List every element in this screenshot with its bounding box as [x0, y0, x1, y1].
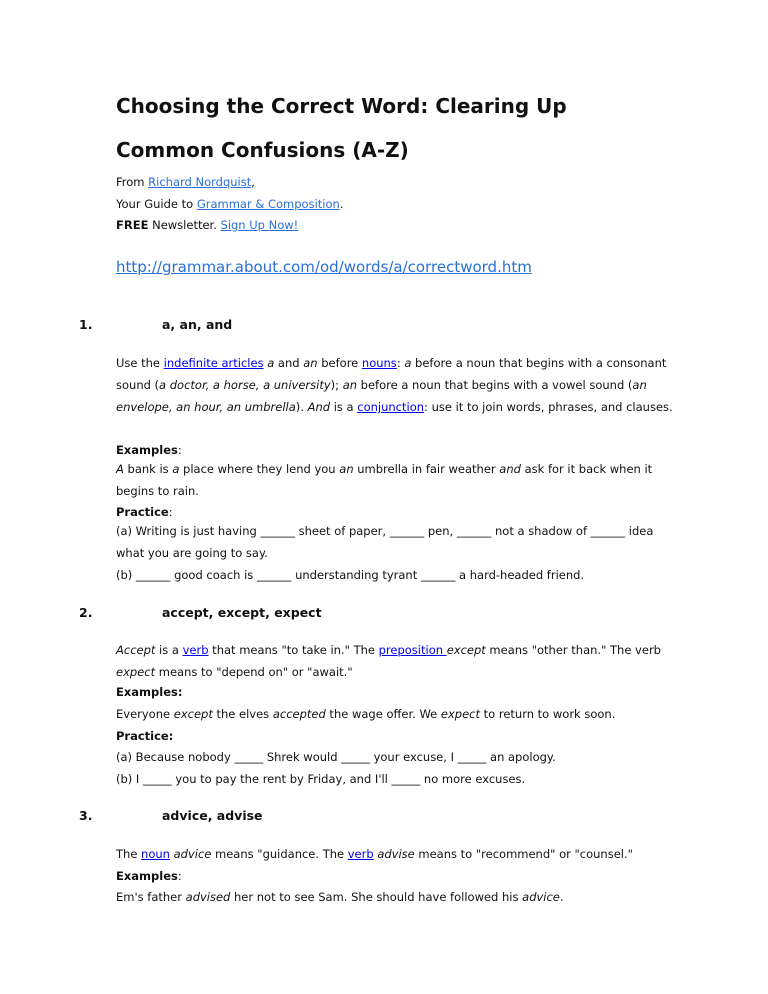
def-text: ).	[295, 400, 308, 414]
def-text: Use the	[116, 356, 164, 370]
ex-text: her not to see Sam. She should have followed his	[230, 890, 523, 904]
preposition-link[interactable]: preposition	[378, 643, 447, 657]
ex-text: the elves	[212, 707, 273, 721]
ex-italic: expect	[440, 707, 480, 721]
def-text: before a noun that begins with a vowel sound (	[357, 378, 633, 392]
entry-3-heading: advice, advise	[162, 808, 263, 823]
ex-italic: a	[172, 462, 180, 476]
entry-2-example	[116, 703, 676, 725]
entry-1-examples-label	[116, 442, 182, 458]
def-text: and	[274, 356, 304, 370]
def-italic: an	[342, 378, 358, 392]
page-title-line-1: Choosing the Correct Word: Clearing Up	[116, 94, 567, 118]
ex-text: ask for it back when it begins to rain.	[116, 462, 653, 498]
examples-colon: :	[177, 869, 182, 883]
def-text: that means "to take in." The	[208, 643, 379, 657]
def-italic: a	[404, 356, 412, 370]
def-italic: advise	[377, 847, 415, 861]
def-text: means "other than." The verb	[485, 643, 661, 657]
practice-colon: :	[168, 505, 173, 519]
from-suffix: ,	[251, 175, 255, 189]
entry-2-practice-label	[116, 728, 173, 744]
ex-text: Em's father	[116, 890, 186, 904]
entry-3-examples-label	[116, 868, 182, 884]
guide-link[interactable]: Grammar & Composition	[196, 197, 340, 211]
entry-2-examples-label	[116, 684, 182, 700]
entry-1-number: 1.	[79, 317, 93, 332]
entry-1-definition	[116, 352, 676, 418]
def-text: is a	[155, 643, 183, 657]
ex-italic: except	[173, 707, 213, 721]
ex-italic: advised	[185, 890, 231, 904]
def-italic: a	[267, 356, 275, 370]
def-text: means to "depend on" or "await."	[155, 665, 353, 679]
def-italic: except	[446, 643, 486, 657]
entry-2-practice-a: (a) Because nobody _____ Shrek would _____ your excuse, I _____ an apology.	[116, 750, 556, 764]
ex-italic: and	[499, 462, 521, 476]
entry-2-definition	[116, 639, 676, 683]
ex-text: place where they lend you	[179, 462, 340, 476]
examples-label: Examples:	[116, 685, 183, 699]
def-text: means to "recommend" or "counsel."	[414, 847, 633, 861]
def-text: means "guidance. The	[211, 847, 348, 861]
noun-link[interactable]: noun	[141, 847, 170, 861]
def-italic: an	[303, 356, 318, 370]
examples-colon: :	[177, 443, 182, 457]
entry-1-example	[116, 458, 676, 502]
entry-3-number: 3.	[79, 808, 93, 823]
source-url-link[interactable]: http://grammar.about.com/od/words/a/correctword.htm	[116, 258, 532, 276]
ex-text: Everyone	[116, 707, 174, 721]
def-italic: a doctor, a horse, a university	[159, 378, 331, 392]
def-italic: And	[307, 400, 331, 414]
examples-label: Examples	[116, 869, 178, 883]
entry-1-practice-b: (b) ______ good coach is ______ understanding tyrant ______ a hard-headed friend.	[116, 568, 585, 582]
entry-1-heading: a, an, and	[162, 317, 233, 332]
guide-prefix: Your Guide to	[116, 197, 197, 211]
free-label: FREE	[116, 218, 149, 232]
verb-link-2[interactable]: verb	[347, 847, 374, 861]
def-text: The	[116, 847, 142, 861]
ex-italic: advice	[522, 890, 560, 904]
conjunction-link[interactable]: conjunction	[357, 400, 425, 414]
def-italic: advice	[173, 847, 212, 861]
examples-label: Examples	[116, 443, 178, 457]
indefinite-articles-link[interactable]: indefinite articles	[163, 356, 264, 370]
signup-link[interactable]: Sign Up Now!	[220, 218, 299, 232]
def-italic: an envelope, an hour, an umbrella	[116, 378, 647, 414]
from-prefix: From	[116, 175, 149, 189]
ex-text: the wage offer. We	[325, 707, 441, 721]
def-text: is a	[330, 400, 358, 414]
ex-text: to return to work soon.	[480, 707, 616, 721]
entry-2-heading: accept, except, expect	[162, 605, 322, 620]
newsletter-text: Newsletter.	[148, 218, 221, 232]
ex-text: .	[559, 890, 564, 904]
entry-3-definition	[116, 843, 676, 865]
def-text: before	[317, 356, 362, 370]
ex-text: umbrella in fair weather	[353, 462, 500, 476]
page-title-2	[116, 124, 676, 176]
ex-italic: an	[339, 462, 354, 476]
def-text: before a noun that begins with a consonant sound (	[116, 356, 667, 392]
byline-guide	[116, 196, 343, 212]
newsletter-line	[116, 217, 298, 233]
entry-1-practice-label	[116, 504, 173, 520]
ex-text: bank is	[123, 462, 173, 476]
def-italic: expect	[116, 665, 156, 679]
ex-italic: A	[116, 462, 124, 476]
guide-suffix: .	[339, 197, 344, 211]
entry-2-practice-b: (b) I _____ you to pay the rent by Friday, and I'll _____ no more excuses.	[116, 772, 526, 786]
page-title-line-2: Common Confusions (A-Z)	[116, 138, 409, 162]
def-text: :	[396, 356, 405, 370]
def-text: : use it to join words, phrases, and clauses.	[424, 400, 673, 414]
def-text: );	[330, 378, 343, 392]
author-link[interactable]: Richard Nordquist	[148, 175, 252, 189]
practice-label: Practice	[116, 505, 169, 519]
ex-italic: accepted	[272, 707, 326, 721]
entry-1-practice-a: (a) Writing is just having ______ sheet of paper, ______ pen, ______ not a shadow of ______ idea what you are going to say.	[116, 524, 654, 560]
practice-label: Practice:	[116, 729, 174, 743]
byline-author	[116, 174, 255, 190]
verb-link[interactable]: verb	[182, 643, 209, 657]
entry-3-example	[116, 886, 676, 908]
entry-2-number: 2.	[79, 605, 93, 620]
nouns-link[interactable]: nouns	[361, 356, 397, 370]
def-italic: Accept	[116, 643, 156, 657]
